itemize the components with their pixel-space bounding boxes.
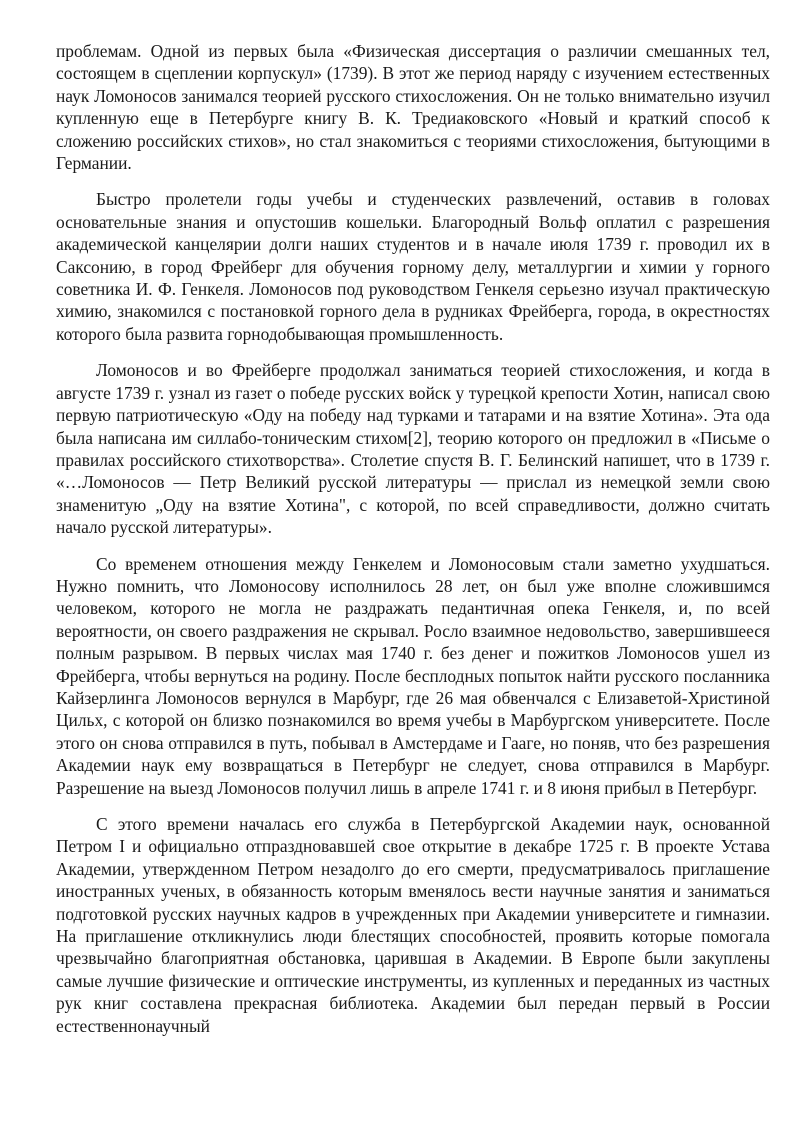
paragraph: проблемам. Одной из первых была «Физическая диссертация о различии смешанных тел, состоящем в сцеплении корпускул» (1739). В этот же период наряду с изучением естественных наук Ломоносов занимался теорией русского стихосложения. Он не только внимательно изучил купленную еще в Петербурге книгу В. К. Тредиаковского «Новый и краткий способ к сложению российских стихов», но стал знакомиться с теориями стихосложения, бытующими в Германии. [56, 41, 770, 174]
paragraph: Со временем отношения между Генкелем и Ломоносовым стали заметно ухудшаться. Нужно помнить, что Ломоносову исполнилось 28 лет, он был уже вполне сложившимся человеком, которого не могла не раздражать педантичная опека Генкеля, и, по всей вероятности, он своего раздражения не скрывал. Росло взаимное недовольство, завершившееся полным разрывом. В первых числах мая 1740 г. без денег и пожитков Ломоносов ушел из Фрейберга, чтобы вернуться на родину. После бесплодных попыток найти русского посланника Кайзерлинга Ломоносов вернулся в Марбург, где 26 мая обвенчался с Елизаветой-Христиной Цильх, с которой он близко познакомился во время учебы в Марбургском университете. После этого он снова отправился в путь, побывал в Амстердаме и Гааге, но поняв, что без разрешения Академии наук ему возвращаться в Петербург не следует, снова отправился в Марбург. Разрешение на выезд Ломоносов получил лишь в апреле 1741 г. и 8 июня прибыл в Петербург. [56, 553, 770, 798]
document-page [56, 40, 770, 1051]
paragraph: Быстро пролетели годы учебы и студенческих развлечений, оставив в головах основательные знания и опустошив кошельки. Благородный Вольф оплатил с разрешения академической канцелярии долги наших студентов и в начале июля 1739 г. проводил их в Саксонию, в город Фрейберг для обучения горному делу, металлургии и химии у горного советника И. Ф. Генкеля. Ломоносов под руководством Генкеля серьезно изучал практическую химию, знакомился с постановкой горного дела в рудниках Фрейберга, города, в окрестностях которого была развита горнодобывающая промышленность. [56, 189, 770, 344]
paragraph: С этого времени началась его служба в Петербургской Академии наук, основанной Петром I и официально отпраздновавшей свое открытие в декабре 1725 г. В проекте Устава Академии, утвержденном Петром незадолго до его смерти, предусматривалось приглашение иностранных ученых, в обязанность которым вменялось вести научные занятия и заниматься подготовкой русских научных кадров в учрежденных при Академии университете и гимназии. На приглашение откликнулись люди блестящих способностей, проявить которые помогала чрезвычайно благоприятная обстановка, царившая в Академии. В Европе были закуплены самые лучшие физические и оптические инструменты, из купленных и переданных из частных рук книг составлена прекрасная библиотека. Академии был передан первый в России естественнонаучный [56, 814, 770, 1036]
paragraph: Ломоносов и во Фрейберге продолжал заниматься теорией стихосложения, и когда в августе 1739 г. узнал из газет о победе русских войск у турецкой крепости Хотин, написал свою первую патриотическую «Оду на победу над турками и татарами и на взятие Хотина». Эта ода была написана им силлабо-тоническим стихом[2], теорию которого он предложил в «Письме о правилах российского стихотворства». Столетие спустя В. Г. Белинский напишет, что в 1739 г. «…Ломоносов — Петр Великий русской литературы — прислал из немецкой земли свою знаменитую „Оду на взятие Хотина", с которой, по всей справедливости, должно считать начало русской литературы». [56, 360, 770, 538]
